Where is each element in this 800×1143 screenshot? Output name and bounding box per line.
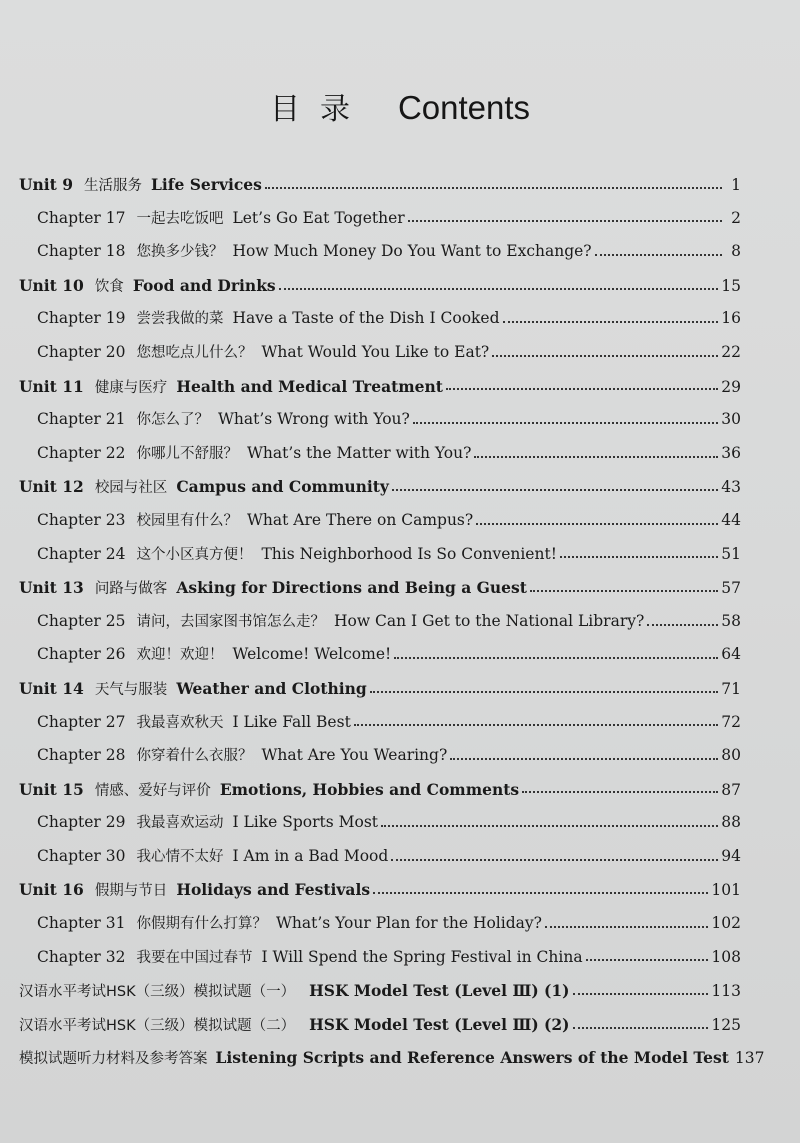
entry-title-chinese: 校园与社区 bbox=[94, 480, 168, 497]
entry-title-chinese: 我最喜欢运动 bbox=[136, 815, 224, 832]
entry-title-english: What Are There on Campus? bbox=[246, 510, 474, 529]
dot-leader bbox=[279, 288, 719, 290]
entry-title-chinese: 假期与节日 bbox=[94, 883, 168, 900]
entry-label: Chapter 27 bbox=[37, 712, 126, 731]
entry-title-chinese: 我最喜欢秋天 bbox=[136, 714, 224, 731]
entry-title bbox=[37, 840, 388, 875]
page-number: 16 bbox=[721, 309, 741, 328]
dot-leader bbox=[354, 724, 718, 726]
dot-leader bbox=[265, 187, 722, 189]
entry-title-english: Emotions, Hobbies and Comments bbox=[219, 779, 520, 799]
entry-label: Unit 15 bbox=[19, 779, 84, 799]
page-number: 36 bbox=[721, 443, 741, 462]
toc-appendix-row[interactable] bbox=[19, 1008, 741, 1042]
entry-title-chinese: 情感、爱好与评价 bbox=[94, 782, 211, 799]
entry-title-english: How Much Money Do You Want to Exchange? bbox=[232, 242, 592, 261]
dot-leader bbox=[573, 1027, 709, 1029]
entry-label: Unit 10 bbox=[19, 275, 84, 295]
entry-title-chinese: 健康与医疗 bbox=[94, 379, 168, 396]
entry-title bbox=[37, 437, 471, 472]
entry-label: Chapter 25 bbox=[37, 611, 126, 630]
toc-unit-row[interactable] bbox=[19, 168, 741, 202]
entry-title bbox=[19, 974, 570, 1010]
entry-title bbox=[37, 739, 447, 774]
entry-title-english: What’s Wrong with You? bbox=[217, 410, 410, 429]
entry-title-english: I Like Sports Most bbox=[232, 813, 379, 832]
dot-leader bbox=[522, 791, 718, 793]
entry-title-chinese: 问路与做客 bbox=[94, 581, 168, 598]
entry-title-english: This Neighborhood Is So Convenient! bbox=[261, 544, 557, 563]
entry-label: Chapter 28 bbox=[37, 746, 126, 765]
entry-label: Unit 13 bbox=[19, 578, 84, 598]
dot-leader bbox=[492, 355, 718, 357]
dot-leader bbox=[413, 422, 718, 424]
dot-leader bbox=[446, 388, 718, 390]
entry-title bbox=[37, 806, 378, 841]
page-number: 88 bbox=[721, 813, 741, 832]
dot-leader bbox=[381, 825, 718, 827]
dot-leader bbox=[503, 321, 719, 323]
toc-chapter-row[interactable] bbox=[19, 403, 741, 437]
entry-label: Chapter 22 bbox=[37, 443, 126, 462]
entry-title-english: Health and Medical Treatment bbox=[176, 376, 443, 396]
entry-title bbox=[19, 773, 519, 809]
entry-title bbox=[37, 907, 542, 942]
toc-chapter-row[interactable] bbox=[19, 840, 741, 874]
entry-title-english: Listening Scripts and Reference Answers of the Model Test bbox=[215, 1048, 729, 1068]
toc-chapter-row[interactable] bbox=[19, 235, 741, 269]
entry-label: Chapter 20 bbox=[37, 342, 126, 361]
entry-title bbox=[19, 571, 527, 607]
dot-leader bbox=[476, 523, 718, 525]
entry-title-english: Life Services bbox=[151, 175, 262, 194]
dot-leader bbox=[545, 926, 708, 928]
toc-chapter-row[interactable] bbox=[19, 437, 741, 471]
entry-title-english: Food and Drinks bbox=[132, 275, 276, 295]
page-number: 22 bbox=[721, 342, 741, 361]
page-number: 30 bbox=[721, 410, 741, 429]
entry-title-chinese: 饮食 bbox=[94, 278, 124, 295]
entry-title-chinese: 你哪儿不舒服？ bbox=[136, 445, 238, 462]
toc-chapter-row[interactable] bbox=[19, 706, 741, 740]
toc-unit-row[interactable] bbox=[19, 269, 741, 303]
page-number: 44 bbox=[721, 510, 741, 529]
entry-title bbox=[37, 605, 644, 640]
toc-chapter-row[interactable] bbox=[19, 336, 741, 370]
toc-chapter-row[interactable] bbox=[19, 806, 741, 840]
entry-label: Chapter 32 bbox=[37, 947, 126, 966]
toc-chapter-row[interactable] bbox=[19, 538, 741, 572]
entry-title bbox=[37, 235, 592, 270]
dot-leader bbox=[373, 892, 708, 894]
entry-title-english: What’s Your Plan for the Holiday? bbox=[275, 914, 542, 933]
toc-chapter-row[interactable] bbox=[19, 504, 741, 538]
entry-title-chinese: 欢迎！欢迎！ bbox=[136, 647, 224, 664]
page-number: 137 bbox=[734, 1049, 765, 1068]
page-number: 108 bbox=[711, 947, 741, 966]
dot-leader bbox=[391, 859, 718, 861]
entry-title-english: How Can I Get to the National Library? bbox=[333, 611, 645, 630]
page-number: 15 bbox=[721, 276, 741, 295]
entry-title bbox=[37, 336, 489, 371]
page-title bbox=[0, 84, 800, 128]
entry-title-chinese: 你穿着什么衣服？ bbox=[136, 748, 253, 765]
entry-title bbox=[19, 672, 367, 708]
entry-title bbox=[19, 370, 443, 406]
entry-title-english: What’s the Matter with You? bbox=[246, 443, 472, 462]
entry-title-english: What Would You Like to Eat? bbox=[261, 342, 490, 361]
entry-title-english: Weather and Clothing bbox=[176, 678, 367, 698]
entry-title bbox=[37, 638, 391, 673]
toc-chapter-row[interactable] bbox=[19, 907, 741, 941]
dot-leader bbox=[573, 993, 709, 995]
dot-leader bbox=[474, 456, 718, 458]
entry-title-english: What Are You Wearing? bbox=[261, 746, 448, 765]
entry-label: Chapter 29 bbox=[37, 813, 126, 832]
page-number: 57 bbox=[721, 579, 741, 598]
toc-unit-row[interactable] bbox=[19, 773, 741, 807]
toc-unit-row[interactable] bbox=[19, 571, 741, 605]
toc-chapter-row[interactable] bbox=[19, 739, 741, 773]
entry-title-chinese: 我要在中国过春节 bbox=[136, 949, 253, 966]
entry-title bbox=[37, 941, 583, 976]
page-number: 101 bbox=[711, 881, 741, 900]
page-number: 113 bbox=[711, 982, 741, 1001]
toc-unit-row[interactable] bbox=[19, 672, 741, 706]
entry-title-english: Let’s Go Eat Together bbox=[232, 208, 405, 227]
entry-title-english: I Will Spend the Spring Festival in China bbox=[261, 947, 583, 966]
entry-title-chinese: 汉语水平考试HSK（三级）模拟试题（二） bbox=[19, 1017, 296, 1034]
entry-title-chinese: 汉语水平考试HSK（三级）模拟试题（一） bbox=[19, 984, 296, 1001]
entry-title-chinese: 模拟试题听力材料及参考答案 bbox=[19, 1051, 208, 1068]
entry-label: Chapter 24 bbox=[37, 544, 126, 563]
dot-leader bbox=[450, 758, 718, 760]
entry-label: Chapter 19 bbox=[37, 309, 126, 328]
page-number: 43 bbox=[721, 478, 741, 497]
page-number: 51 bbox=[721, 544, 741, 563]
entry-title-chinese: 您换多少钱？ bbox=[136, 244, 224, 261]
toc-unit-row[interactable] bbox=[19, 470, 741, 504]
entry-title bbox=[37, 302, 500, 337]
page-number: 125 bbox=[711, 1015, 741, 1034]
entry-title-chinese: 请问，去国家图书馆怎么走？ bbox=[136, 613, 325, 630]
entry-label: Chapter 31 bbox=[37, 914, 126, 933]
entry-title-chinese: 你假期有什么打算？ bbox=[136, 916, 267, 933]
title-english: Contents bbox=[397, 89, 531, 126]
page-number: 87 bbox=[721, 780, 741, 799]
entry-title-chinese: 一起去吃饭吧 bbox=[136, 210, 224, 227]
entry-title-chinese: 我心情不太好 bbox=[136, 848, 224, 865]
toc-chapter-row[interactable] bbox=[19, 302, 741, 336]
toc-appendix-row[interactable] bbox=[19, 974, 741, 1008]
dot-leader bbox=[392, 489, 718, 491]
entry-title-english: HSK Model Test (Level Ⅲ) (2) bbox=[309, 1014, 570, 1034]
entry-title bbox=[37, 504, 473, 539]
dot-leader bbox=[595, 254, 722, 256]
entry-title bbox=[19, 168, 262, 204]
page-number: 58 bbox=[721, 611, 741, 630]
entry-label: Unit 14 bbox=[19, 678, 84, 698]
entry-title-chinese: 尝尝我做的菜 bbox=[136, 311, 224, 328]
toc-appendix-row[interactable] bbox=[19, 1041, 765, 1075]
dot-leader bbox=[408, 220, 722, 222]
entry-title bbox=[19, 470, 389, 506]
toc-unit-row[interactable] bbox=[19, 873, 741, 907]
entry-title bbox=[37, 403, 410, 438]
toc-unit-row[interactable] bbox=[19, 370, 741, 404]
entry-label: Chapter 21 bbox=[37, 410, 126, 429]
toc-chapter-row[interactable] bbox=[19, 605, 741, 639]
entry-title-english: HSK Model Test (Level Ⅲ) (1) bbox=[309, 981, 570, 1001]
toc-chapter-row[interactable] bbox=[19, 202, 741, 236]
page-number: 29 bbox=[721, 377, 741, 396]
entry-title-english: Have a Taste of the Dish I Cooked bbox=[232, 309, 500, 328]
page-number: 8 bbox=[731, 242, 741, 261]
entry-title-english: Asking for Directions and Being a Guest bbox=[176, 578, 527, 598]
entry-label: Chapter 30 bbox=[37, 846, 126, 865]
entry-title-chinese: 生活服务 bbox=[84, 178, 143, 194]
entry-title bbox=[37, 202, 405, 237]
entry-title-english: I Am in a Bad Mood bbox=[232, 846, 389, 865]
page-number: 94 bbox=[721, 846, 741, 865]
table-of-contents bbox=[19, 168, 765, 1075]
dot-leader bbox=[647, 624, 718, 626]
entry-title-english: Holidays and Festivals bbox=[176, 880, 371, 900]
entry-label: Chapter 18 bbox=[37, 242, 126, 261]
dot-leader bbox=[586, 959, 709, 961]
title-chinese: 目录 bbox=[269, 92, 370, 127]
toc-chapter-row[interactable] bbox=[19, 638, 741, 672]
dot-leader bbox=[370, 691, 719, 693]
entry-label: Unit 12 bbox=[19, 477, 84, 497]
entry-title bbox=[19, 1041, 729, 1077]
dot-leader bbox=[560, 556, 718, 558]
entry-label: Chapter 17 bbox=[37, 208, 126, 227]
entry-label: Unit 16 bbox=[19, 880, 84, 900]
entry-title-chinese: 你怎么了？ bbox=[136, 412, 209, 429]
entry-title bbox=[19, 1008, 570, 1044]
entry-label: Chapter 23 bbox=[37, 510, 126, 529]
entry-title-english: Welcome! Welcome! bbox=[232, 645, 392, 664]
page-number: 64 bbox=[721, 645, 741, 664]
dot-leader bbox=[530, 590, 718, 592]
entry-title-english: I Like Fall Best bbox=[232, 712, 351, 731]
entry-title bbox=[19, 269, 276, 305]
entry-title-chinese: 校园里有什么？ bbox=[136, 512, 238, 529]
entry-title-chinese: 这个小区真方便！ bbox=[136, 546, 253, 563]
page-number: 80 bbox=[721, 746, 741, 765]
entry-title bbox=[37, 538, 557, 573]
entry-title bbox=[37, 706, 351, 741]
entry-title-chinese: 天气与服装 bbox=[94, 681, 168, 698]
page-number: 71 bbox=[721, 679, 741, 698]
toc-chapter-row[interactable] bbox=[19, 941, 741, 975]
page-number: 2 bbox=[731, 208, 741, 227]
entry-title-english: Campus and Community bbox=[176, 477, 389, 497]
entry-label: Unit 11 bbox=[19, 376, 84, 396]
entry-label: Chapter 26 bbox=[37, 645, 126, 664]
page-number: 102 bbox=[711, 914, 741, 933]
entry-title-chinese: 您想吃点儿什么？ bbox=[136, 344, 253, 361]
entry-label: Unit 9 bbox=[19, 175, 74, 194]
page-number: 1 bbox=[731, 176, 741, 194]
entry-title bbox=[19, 873, 370, 909]
dot-leader bbox=[394, 657, 718, 659]
page-number: 72 bbox=[721, 712, 741, 731]
